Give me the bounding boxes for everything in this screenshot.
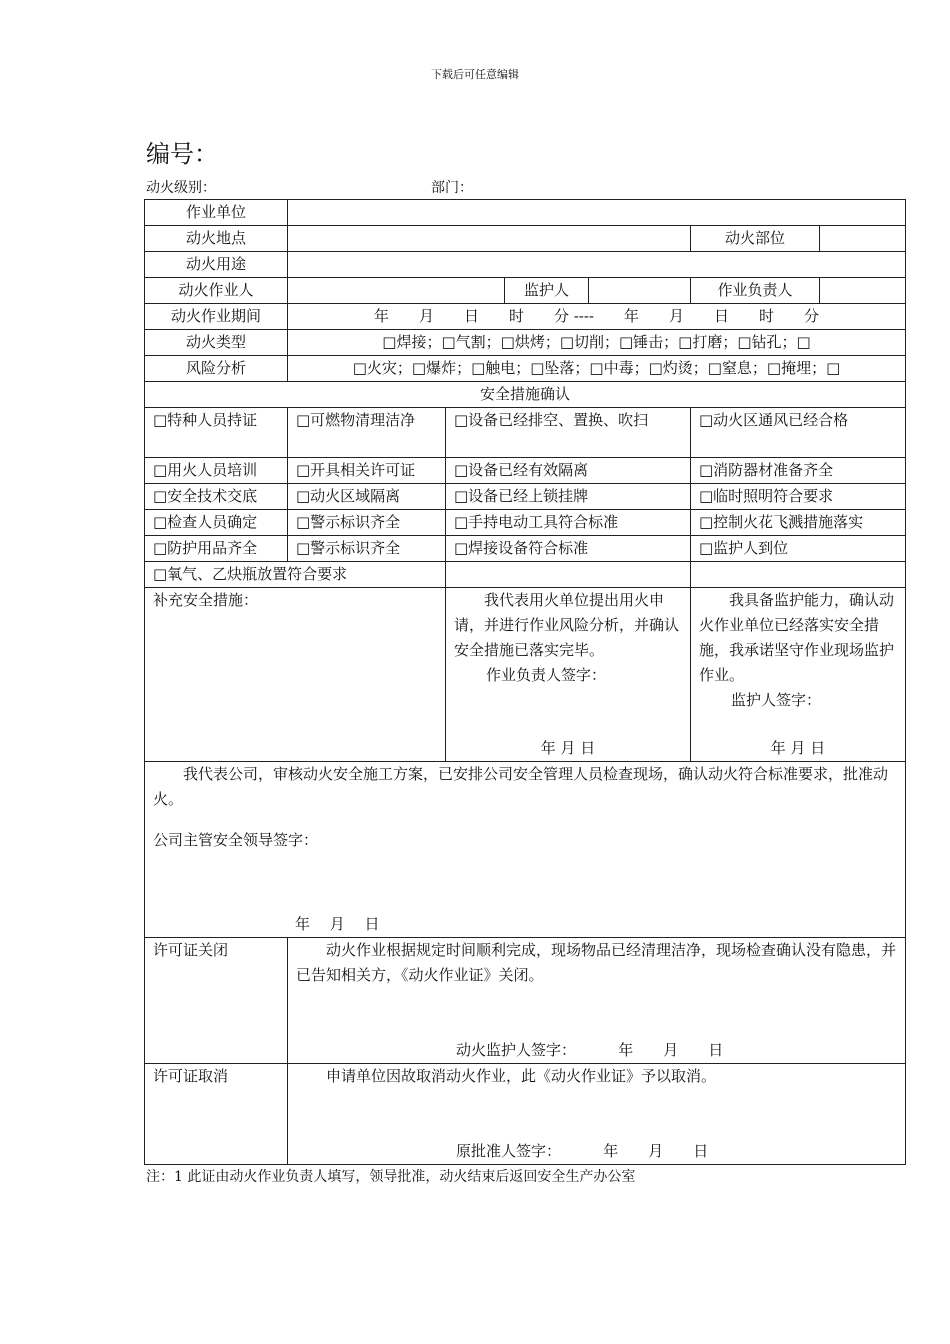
leader-value-field[interactable]: [820, 278, 906, 304]
measure-item[interactable]: □动火区通风已经合格: [691, 408, 906, 458]
worker-value-field[interactable]: [288, 278, 505, 304]
measure-item[interactable]: □安全技术交底: [145, 484, 288, 510]
monitor-statement-cell: [691, 588, 906, 762]
header-note: 下载后可任意编辑: [431, 68, 519, 81]
close-statement-cell: [288, 938, 906, 1064]
cancel-label: 许可证取消: [153, 1067, 229, 1085]
company-date[interactable]: 年 月 日: [295, 915, 380, 933]
close-statement: 动火作业根据规定时间顺利完成，现场物品已经清理洁净，现场检查确认没有隐患，并已告知相关方，《动火作业证》关闭。: [296, 941, 897, 984]
measure-item[interactable]: □设备已经排空、置换、吹扫: [446, 408, 691, 458]
company-approval-cell: [145, 762, 906, 938]
period-label: 动火作业期间: [145, 304, 288, 330]
cancel-sign[interactable]: 原批准人签字： 年 月 日: [456, 1142, 709, 1160]
measure-item[interactable]: □临时照明符合要求: [691, 484, 906, 510]
purpose-value-field[interactable]: [288, 252, 906, 278]
worker-label: 动火作业人: [145, 278, 288, 304]
measure-item[interactable]: □可燃物清理洁净: [288, 408, 446, 458]
type-checkboxes[interactable]: □焊接；□气割；□烘烤；□切削；□锤击；□打磨；□钻孔；□: [288, 330, 906, 356]
measure-empty-cell: [691, 562, 906, 588]
risk-checkboxes[interactable]: □火灾；□爆炸；□触电；□坠落；□中毒；□灼烫；□窒息；□掩埋；□: [288, 356, 906, 382]
doc-number-label: 编号：: [146, 140, 218, 168]
leader-label: 作业负责人: [691, 278, 820, 304]
purpose-label: 动火用途: [145, 252, 288, 278]
measure-item[interactable]: □消防器材准备齐全: [691, 458, 906, 484]
measure-item[interactable]: □焊接设备符合标准: [446, 536, 691, 562]
monitor-label: 监护人: [505, 278, 589, 304]
department-label: 部门：: [431, 180, 473, 196]
location-label: 动火地点: [145, 226, 288, 252]
period-value[interactable]: 年 月 日 时 分 ---- 年 月 日 时 分: [288, 304, 906, 330]
supplement-cell[interactable]: [145, 588, 446, 762]
monitor-value-field[interactable]: [589, 278, 691, 304]
measure-item[interactable]: □氧气、乙炔瓶放置符合要求: [145, 562, 446, 588]
applicant-sign-label[interactable]: 作业负责人签字：: [486, 666, 607, 684]
company-sign-label[interactable]: 公司主管安全领导签字：: [153, 831, 319, 849]
monitor-date[interactable]: 年 月 日: [770, 739, 826, 757]
unit-value-field[interactable]: [288, 200, 906, 226]
close-label: 许可证关闭: [153, 941, 229, 959]
measure-item[interactable]: □监护人到位: [691, 536, 906, 562]
measure-item[interactable]: □手持电动工具符合标准: [446, 510, 691, 536]
location-value-field[interactable]: [288, 226, 691, 252]
measure-item[interactable]: □警示标识齐全: [288, 536, 446, 562]
measure-item[interactable]: □开具相关许可证: [288, 458, 446, 484]
company-statement: 我代表公司，审核动火安全施工方案，已安排公司安全管理人员检查现场，确认动火符合标准要求，批准动火。: [153, 765, 889, 808]
cancel-label-cell: [145, 1064, 288, 1165]
unit-label: 作业单位: [145, 200, 288, 226]
position-label: 动火部位: [691, 226, 820, 252]
safety-section-title: 安全措施确认: [145, 382, 906, 408]
risk-label: 风险分析: [145, 356, 288, 382]
measure-item[interactable]: □警示标识齐全: [288, 510, 446, 536]
close-label-cell: [145, 938, 288, 1064]
measure-item[interactable]: □动火区域隔离: [288, 484, 446, 510]
measure-empty-cell: [446, 562, 691, 588]
cancel-statement: 申请单位因故取消动火作业，此《动火作业证》予以取消。: [326, 1067, 717, 1085]
measure-item[interactable]: □设备已经上锁挂牌: [446, 484, 691, 510]
applicant-statement-cell: [446, 588, 691, 762]
fire-level-label: 动火级别：: [146, 180, 216, 196]
measure-item[interactable]: □特种人员持证: [145, 408, 288, 458]
measure-item[interactable]: □设备已经有效隔离: [446, 458, 691, 484]
position-value-field[interactable]: [820, 226, 906, 252]
cancel-statement-cell: [288, 1064, 906, 1165]
measure-item[interactable]: □控制火花飞溅措施落实: [691, 510, 906, 536]
footnote: 注：1 此证由动火作业负责人填写，领导批准，动火结束后返回安全生产办公室: [146, 1169, 636, 1185]
applicant-date[interactable]: 年 月 日: [540, 739, 596, 757]
applicant-statement: 我代表用火单位提出用火申请，并进行作业风险分析，并确认安全措施已落实完毕。: [454, 591, 680, 659]
monitor-statement: 我具备监护能力，确认动火作业单位已经落实安全措施，我承诺坚守作业现场监护作业。: [699, 591, 895, 684]
type-label: 动火类型: [145, 330, 288, 356]
measure-item[interactable]: □防护用品齐全: [145, 536, 288, 562]
hot-work-permit-form: [144, 199, 897, 1163]
monitor-sign-label[interactable]: 监护人签字：: [731, 691, 822, 709]
supplement-label: 补充安全措施：: [153, 591, 259, 609]
measure-item[interactable]: □用火人员培训: [145, 458, 288, 484]
measure-item[interactable]: □检查人员确定: [145, 510, 288, 536]
close-sign[interactable]: 动火监护人签字： 年 月 日: [456, 1041, 724, 1059]
